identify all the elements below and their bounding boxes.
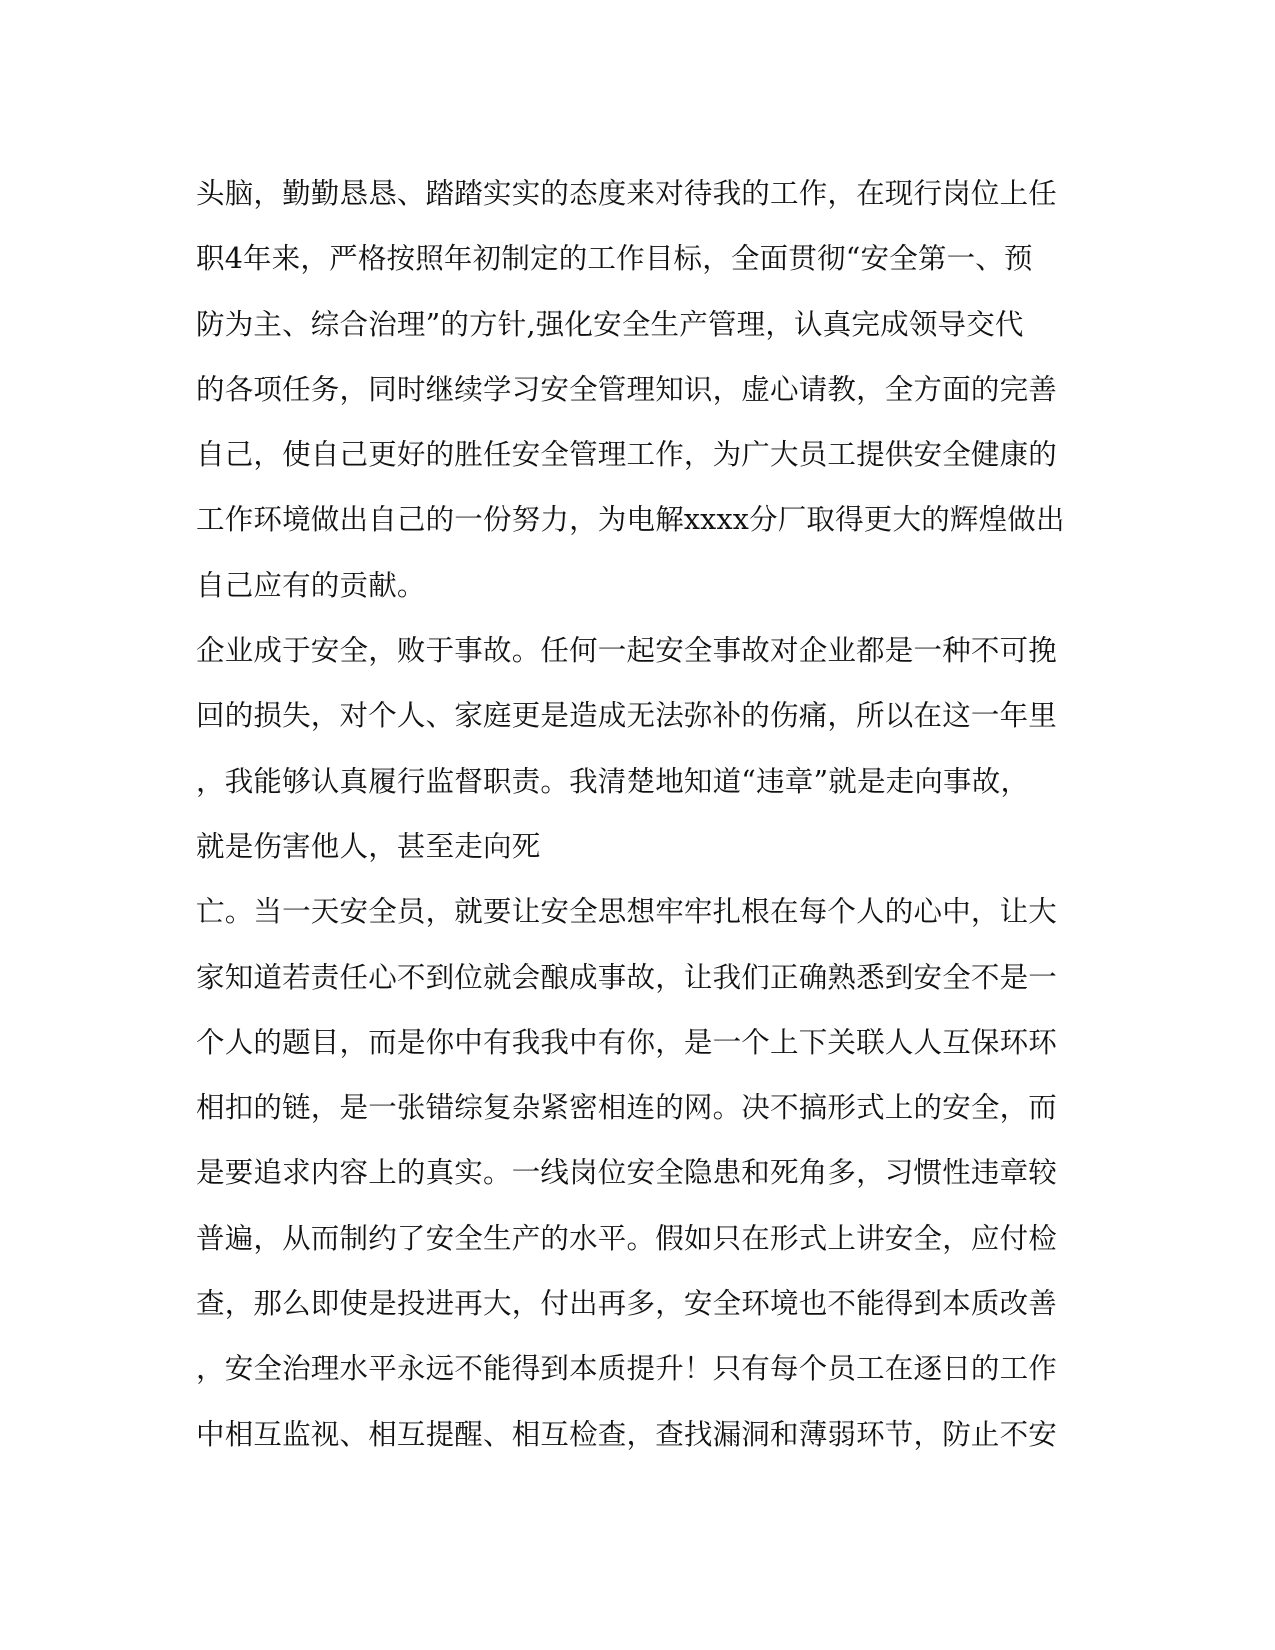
text-line: ，我能够认真履行监督职责。我清楚地知道“违章”就是走向事故， [196,764,1030,798]
text-line: 防为主、综合治理”的方针,强化安全生产管理，认真完成领导交代 [196,307,1024,341]
text-line: 查，那么即使是投进再大，付出再多，安全环境也不能得到本质改善 [196,1287,1058,1321]
text-line: 相扣的链，是一张错综复杂紧密相连的网。决不搞形式上的安全，而 [196,1091,1058,1125]
text-line: 是要追求内容上的真实。一线岗位安全隐患和死角多，习惯性违章较 [196,1156,1058,1190]
text-line: 企业成于安全，败于事故。任何一起安全事故对企业都是一种不可挽 [196,634,1058,668]
text-line: 就是伤害他人，甚至走向死 [196,829,541,863]
text-line: 亡。当一天安全员，就要让安全思想牢牢扎根在每个人的心中，让大 [196,895,1058,929]
text-line: 回的损失，对个人、家庭更是造成无法弥补的伤痛，所以在这一年里 [196,699,1058,733]
text-line: 的各项任务，同时继续学习安全管理知识，虚心请教，全方面的完善 [196,372,1058,406]
text-line: 个人的题目，而是你中有我我中有你，是一个上下关联人人互保环环 [196,1025,1058,1059]
text-line: 工作环境做出自己的一份努力，为电解xxxx分厂取得更大的辉煌做出 [196,503,1065,537]
text-line: 家知道若责任心不到位就会酿成事故，让我们正确熟悉到安全不是一 [196,960,1058,994]
text-line: 头脑，勤勤恳恳、踏踏实实的态度来对待我的工作，在现行岗位上任 [196,177,1058,210]
text-line: 自己，使自己更好的胜任安全管理工作，为广大员工提供安全健康的 [196,438,1058,472]
body-text [196,161,1076,1467]
text-line: 自己应有的贡献。 [196,568,426,602]
text-line: 普遍，从而制约了安全生产的水平。假如只在形式上讲安全，应付检 [196,1221,1058,1255]
text-line: 职4年来，严格按照年初制定的工作目标，全面贯彻“安全第一、预 [196,242,1033,276]
text-line: 中相互监视、相互提醒、相互检查，查找漏洞和薄弱环节，防止不安 [196,1417,1058,1451]
text-line: ，安全治理水平永远不能得到本质提升！只有每个员工在逐日的工作 [196,1352,1058,1386]
